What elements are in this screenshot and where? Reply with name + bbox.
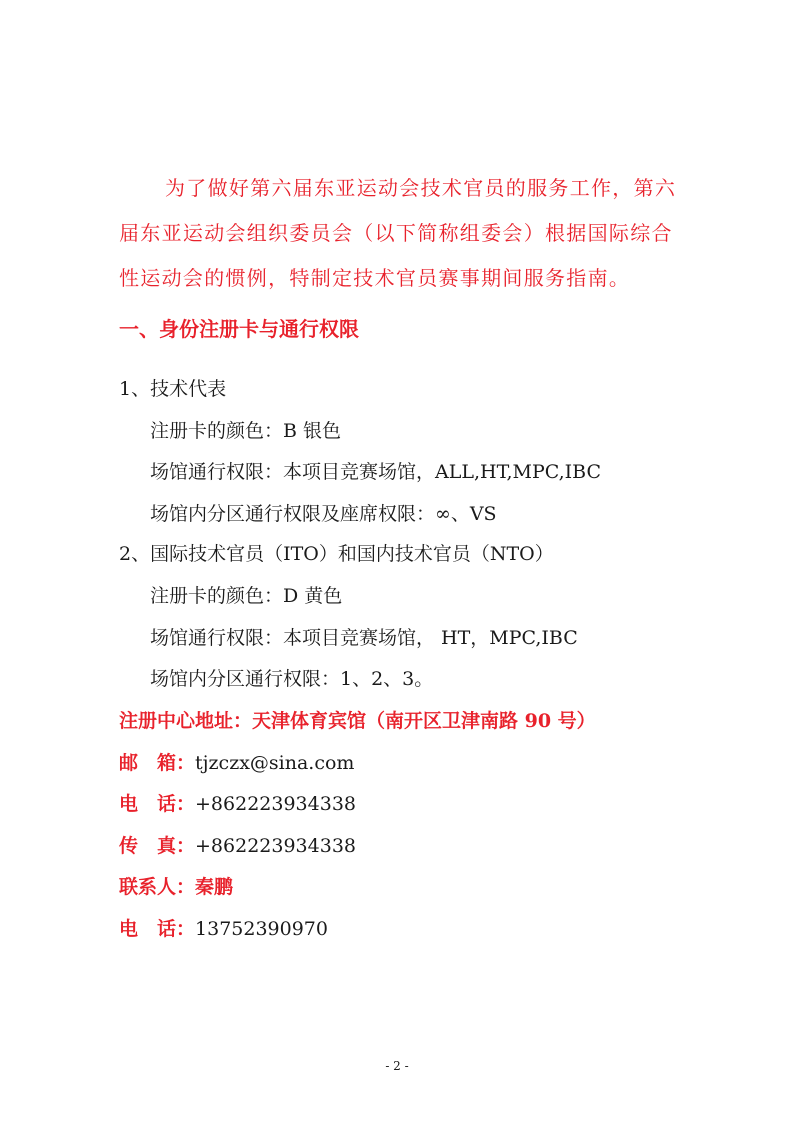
section-heading: 一、身份注册卡与通行权限 — [119, 317, 359, 341]
contact-fax-label: 传 真： — [119, 835, 196, 857]
contact-fax — [119, 833, 356, 859]
contact-person-label: 联系人： — [119, 876, 196, 898]
item-1-card-color: 注册卡的颜色：B 银色 — [150, 420, 342, 442]
contact-fax-value: +862223934338 — [195, 835, 356, 857]
contact-mobile — [119, 916, 328, 942]
contact-address-value: 天津体育宾馆（南开区卫津南路 90 号） — [252, 710, 596, 732]
page-number: - 2 - — [385, 1059, 409, 1073]
item-2-title: 2、国际技术官员（ITO）和国内技术官员（NTO） — [119, 543, 554, 565]
intro-paragraph — [119, 166, 679, 301]
intro-text: 为了做好第六届东亚运动会技术官员的服务工作，第六届东亚运动会组织委员会（以下简称组委会）根据国际综合性运动会的惯例，特制定技术官员赛事期间服务指南。 — [119, 176, 677, 290]
contact-address — [119, 708, 596, 734]
contact-person — [119, 874, 233, 900]
contact-address-label: 注册中心地址： — [119, 710, 253, 732]
item-2-zone-access: 场馆内分区通行权限：1、2、3。 — [150, 668, 434, 690]
contact-mobile-value: 13752390970 — [195, 918, 328, 940]
contact-phone-label: 电 话： — [119, 793, 196, 815]
item-1-zone-access: 场馆内分区通行权限及座席权限：∞、VS — [150, 503, 497, 525]
item-2-card-color: 注册卡的颜色：D 黄色 — [150, 585, 343, 607]
contact-email — [119, 750, 354, 776]
contact-phone-value: +862223934338 — [195, 793, 356, 815]
item-1-venue-access: 场馆通行权限：本项目竞赛场馆，ALL,HT,MPC,IBC — [150, 461, 601, 483]
contact-mobile-label: 电 话： — [119, 918, 196, 940]
contact-email-label: 邮 箱： — [119, 752, 196, 774]
contact-person-value: 秦鹏 — [195, 876, 234, 898]
item-1-title: 1、技术代表 — [119, 378, 227, 400]
contact-email-value[interactable]: tjzczx@sina.com — [195, 752, 355, 774]
item-2-venue-access: 场馆通行权限：本项目竞赛场馆， HT，MPC,IBC — [150, 627, 578, 649]
contact-phone — [119, 791, 356, 817]
